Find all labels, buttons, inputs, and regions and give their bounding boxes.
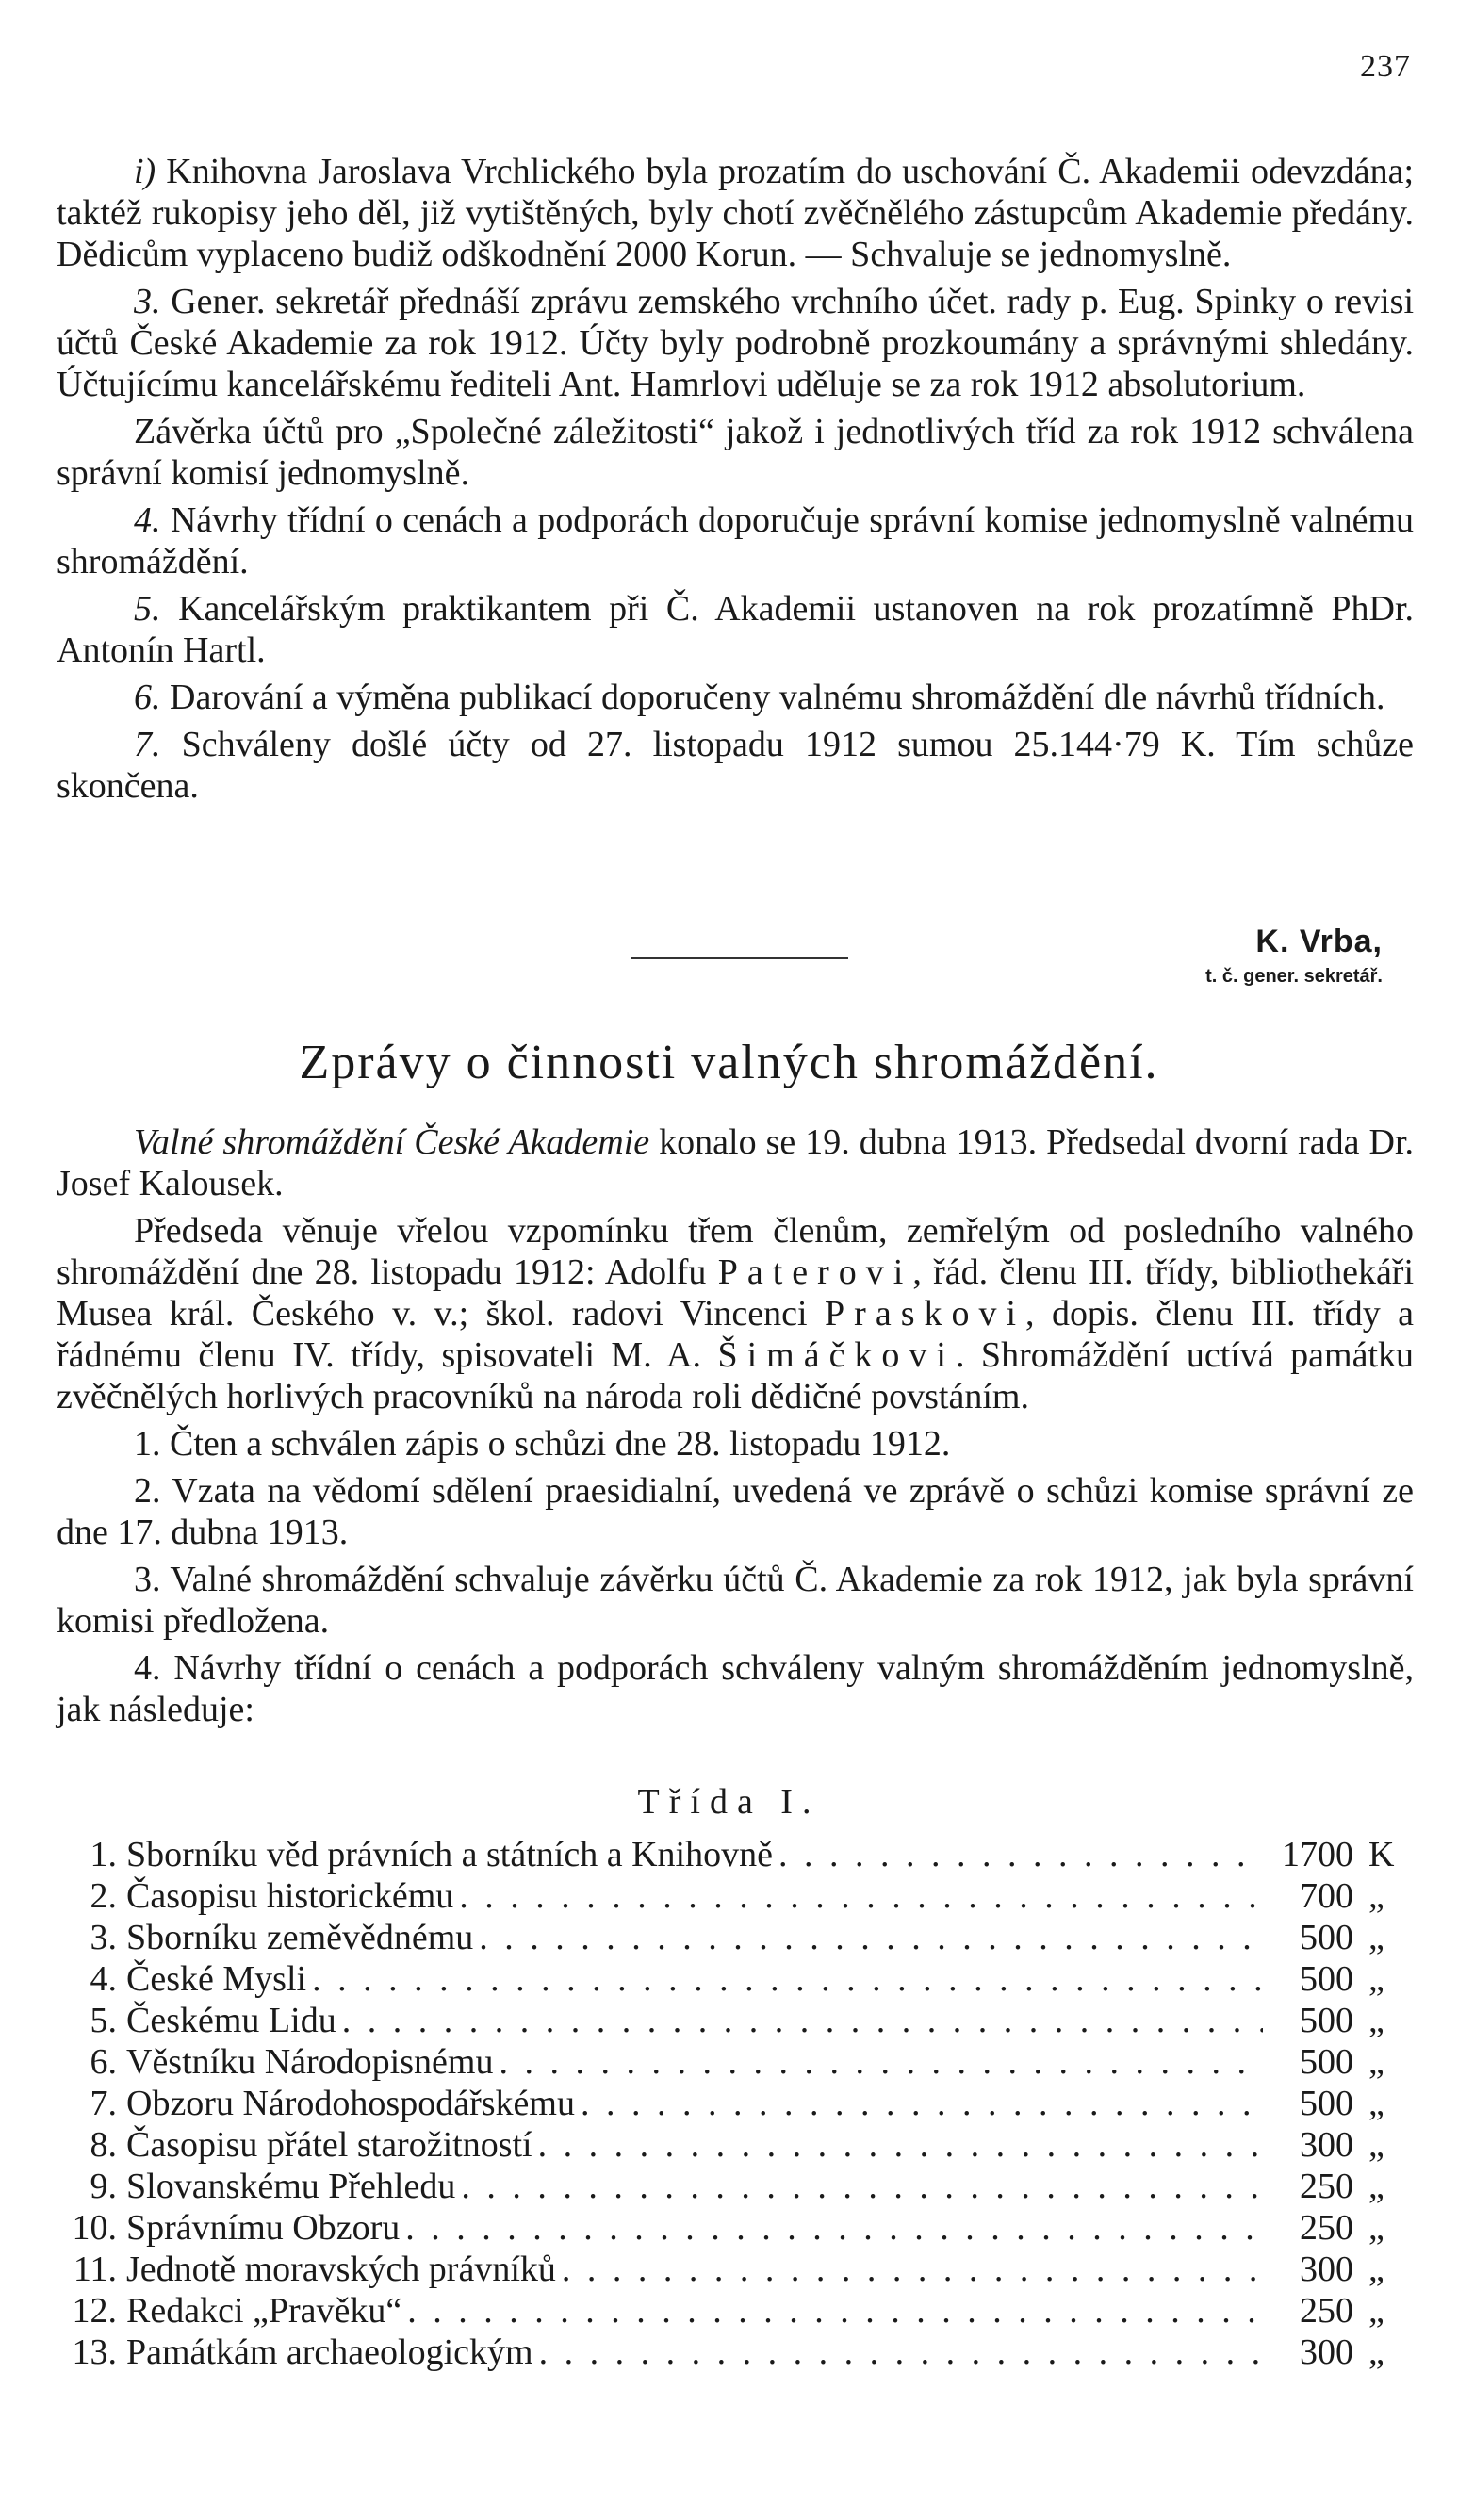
dot-leader bbox=[459, 1875, 1263, 1917]
award-amount: 300 bbox=[1300, 2250, 1353, 2289]
award-recipient: Časopisu historickému bbox=[126, 1876, 454, 1916]
award-number: 8. bbox=[90, 2125, 117, 2165]
memorial-text: Předseda věnuje vřelou vzpomínku třem členům, zemřelým od posledního valného shromáždění dne 28. listopadu 1912: Adolfu bbox=[57, 1211, 1414, 1292]
award-row bbox=[57, 2000, 1414, 2041]
award-unit: „ bbox=[1368, 2125, 1384, 2165]
paragraph-number: 7. bbox=[134, 725, 161, 764]
paragraph-closing-accounts bbox=[57, 411, 1414, 494]
award-amount: 1700 bbox=[1282, 1835, 1353, 1874]
paragraph-text: Kancelářským praktikantem při Č. Akademii ustanoven na rok prozatímně PhDr. Antonín Hartl. bbox=[57, 589, 1414, 670]
award-amount: 250 bbox=[1300, 2208, 1353, 2248]
award-number: 6. bbox=[90, 2042, 117, 2082]
section-title: Zprávy o činnosti valných shromáždění. bbox=[299, 1036, 1159, 1089]
award-unit: „ bbox=[1368, 2042, 1384, 2082]
award-recipient: Sborníku zeměvědnému bbox=[126, 1918, 474, 1957]
paragraph-number: 6. bbox=[134, 678, 161, 717]
dot-leader bbox=[407, 2290, 1263, 2332]
award-row bbox=[57, 2041, 1414, 2083]
award-unit: „ bbox=[1368, 2250, 1384, 2289]
award-amount: 300 bbox=[1300, 2125, 1353, 2165]
award-unit: „ bbox=[1368, 2208, 1384, 2248]
award-unit: „ bbox=[1368, 2084, 1384, 2123]
dot-leader bbox=[312, 1958, 1263, 2000]
award-number: 11. bbox=[73, 2250, 117, 2289]
award-number: 2. bbox=[90, 1876, 117, 1916]
award-row bbox=[57, 1834, 1414, 1875]
award-row bbox=[57, 2207, 1414, 2249]
second-section bbox=[57, 1121, 1414, 1736]
award-recipient: Jednotě moravských právníků bbox=[126, 2250, 556, 2289]
dot-leader bbox=[405, 2207, 1263, 2249]
item-text: Čten a schválen zápis o schůzi dne 28. listopadu 1912. bbox=[170, 1424, 951, 1464]
award-amount: 250 bbox=[1300, 2167, 1353, 2206]
award-unit: „ bbox=[1368, 2332, 1384, 2372]
award-amount: 700 bbox=[1300, 1876, 1353, 1916]
memorial-text: , řád. členu III. třídy, bibliothekáři Musea král. Českého v. v.; škol. radovi Vincenci bbox=[57, 1252, 1415, 1334]
top-section bbox=[57, 151, 1414, 812]
award-unit: „ bbox=[1368, 2001, 1384, 2040]
award-recipient: Redakci „Pravěku“ bbox=[126, 2291, 402, 2331]
paragraph-number: 4. bbox=[134, 500, 161, 540]
member-name: Šimáčkovi bbox=[717, 1335, 956, 1375]
award-recipient: Českému Lidu bbox=[126, 2001, 336, 2040]
award-list bbox=[57, 1834, 1414, 2373]
memorial-paragraph bbox=[57, 1210, 1414, 1417]
memorial-text: . Shromáždění uctívá památku zvěčnělých horlivých pracovníků na národa roli dědičné povstáním. bbox=[57, 1335, 1414, 1416]
award-row bbox=[57, 1958, 1414, 2000]
section-divider bbox=[631, 957, 848, 959]
award-unit: „ bbox=[1368, 1918, 1384, 1957]
award-recipient: Správnímu Obzoru bbox=[126, 2208, 401, 2248]
class-heading: Třída I. bbox=[637, 1782, 821, 1822]
award-row bbox=[57, 2166, 1414, 2207]
award-row bbox=[57, 1917, 1414, 1958]
award-recipient: Věstníku Národopisnému bbox=[126, 2042, 494, 2082]
dot-leader bbox=[539, 2332, 1263, 2373]
dot-leader bbox=[342, 2000, 1263, 2041]
award-recipient: Památkám archaeologickým bbox=[126, 2332, 533, 2372]
paragraph-i bbox=[57, 151, 1414, 275]
paragraph-text: Gener. sekretář přednáší zprávu zemského vrchního účet. rady p. Eug. Spinky o revisi účtů České Akademie za rok 1912. Účty byly podrobně prozkoumány a správnými shledány. Účtujícímu kancelářskému řediteli Ant. Hamrlovi uděluje se za rok 1912 absolutorium. bbox=[57, 282, 1415, 404]
award-amount: 500 bbox=[1300, 2001, 1353, 2040]
paragraph-number: i) bbox=[134, 152, 156, 191]
intro-rest: konalo se 19. dubna 1913. Předsedal dvorní rada Dr. Josef Kalousek. bbox=[57, 1122, 1415, 1203]
award-amount: 500 bbox=[1300, 1959, 1353, 1999]
award-row bbox=[57, 2083, 1414, 2124]
item-text: Valné shromáždění schvaluje závěrku účtů Č. Akademie za rok 1912, jak byla správní komisi předložena. bbox=[57, 1560, 1414, 1641]
award-row bbox=[57, 1875, 1414, 1917]
signature-role: t. č. gener. sekretář. bbox=[1205, 966, 1383, 987]
award-number: 9. bbox=[90, 2167, 117, 2206]
award-unit: „ bbox=[1368, 1876, 1384, 1916]
item-2 bbox=[57, 1470, 1414, 1553]
award-recipient: Obzoru Národohospodářskému bbox=[126, 2084, 575, 2123]
award-number: 5. bbox=[90, 2001, 117, 2040]
dot-leader bbox=[778, 1834, 1263, 1875]
item-3 bbox=[57, 1559, 1414, 1642]
item-4 bbox=[57, 1647, 1414, 1730]
item-number: 1. bbox=[134, 1424, 161, 1464]
paragraph-6 bbox=[57, 677, 1414, 718]
award-number: 12. bbox=[72, 2291, 117, 2331]
dot-leader bbox=[562, 2249, 1263, 2290]
award-number: 4. bbox=[90, 1959, 117, 1999]
award-amount: 500 bbox=[1300, 2084, 1353, 2123]
award-row bbox=[57, 2124, 1414, 2166]
member-name: Praskovi bbox=[825, 1294, 1026, 1334]
award-amount: 500 bbox=[1300, 2042, 1353, 2082]
signature bbox=[1205, 924, 1383, 988]
intro-italic: Valné shromáždění České Akademie bbox=[134, 1122, 650, 1162]
item-1 bbox=[57, 1423, 1414, 1465]
paragraph-7 bbox=[57, 724, 1414, 807]
item-number: 4. bbox=[134, 1648, 161, 1688]
award-recipient: České Mysli bbox=[126, 1959, 307, 1999]
memorial-text: , dopis. členu III. třídy a řádnému členu IV. třídy, spisovateli M. A. bbox=[57, 1294, 1414, 1375]
award-amount: 250 bbox=[1300, 2291, 1353, 2331]
dot-leader bbox=[499, 2041, 1263, 2083]
dot-leader bbox=[461, 2166, 1263, 2207]
item-number: 2. bbox=[134, 1471, 161, 1511]
page-number: 237 bbox=[1360, 49, 1411, 84]
award-unit: „ bbox=[1368, 2291, 1384, 2331]
award-recipient: Slovanskému Přehledu bbox=[126, 2167, 456, 2206]
award-number: 3. bbox=[90, 1918, 117, 1957]
signature-name: K. Vrba, bbox=[1255, 924, 1383, 959]
award-unit: „ bbox=[1368, 1959, 1384, 1999]
paragraph-4 bbox=[57, 499, 1414, 582]
award-number: 1. bbox=[90, 1835, 117, 1874]
paragraph-number: 5. bbox=[134, 589, 161, 629]
paragraph-number: 3. bbox=[134, 282, 161, 321]
item-text: Vzata na vědomí sdělení praesidialní, uvedená ve zprávě o schůzi komise správní ze dne 17. dubna 1913. bbox=[57, 1471, 1414, 1552]
item-number: 3. bbox=[134, 1560, 161, 1599]
award-unit: „ bbox=[1368, 2167, 1384, 2206]
award-number: 7. bbox=[90, 2084, 117, 2123]
paragraph-3 bbox=[57, 281, 1414, 405]
dot-leader bbox=[479, 1917, 1263, 1958]
award-number: 10. bbox=[72, 2208, 117, 2248]
paragraph-text: Darování a výměna publikací doporučeny valnému shromáždění dle návrhů třídních. bbox=[170, 678, 1385, 717]
paragraph-text: Knihovna Jaroslava Vrchlického byla prozatím do uschování Č. Akademii odevzdána; taktéž rukopisy jeho děl, již vytištěných, byly chotí zvěčnělého zástupcům Akademie předány. Dědicům vyplaceno budiž odškodnění 2000 Korun. — Schvaluje se jednomyslně. bbox=[57, 152, 1415, 274]
award-row bbox=[57, 2249, 1414, 2290]
dot-leader bbox=[581, 2083, 1263, 2124]
award-unit: K bbox=[1368, 1835, 1395, 1874]
award-number: 13. bbox=[72, 2332, 117, 2372]
dot-leader bbox=[538, 2124, 1263, 2166]
paragraph-text: Závěrka účtů pro „Společné záležitosti“ jakož i jednotlivých tříd za rok 1912 schválena správní komisí jednomyslně. bbox=[57, 412, 1414, 493]
intro-paragraph bbox=[57, 1121, 1414, 1204]
award-row bbox=[57, 2332, 1414, 2373]
paragraph-text: Návrhy třídní o cenách a podporách doporučuje správní komise jednomyslně valnému shromáždění. bbox=[57, 500, 1414, 581]
paragraph-text: Schváleny došlé účty od 27. listopadu 1912 sumou 25.144·79 K. Tím schůze skončena. bbox=[57, 725, 1414, 806]
award-amount: 500 bbox=[1300, 1918, 1353, 1957]
item-text: Návrhy třídní o cenách a podporách schváleny valným shromážděním jednomyslně, jak následuje: bbox=[57, 1648, 1415, 1729]
award-recipient: Sborníku věd právních a státních a Knihovně bbox=[126, 1835, 773, 1874]
paragraph-5 bbox=[57, 588, 1414, 671]
award-recipient: Časopisu přátel starožitností bbox=[126, 2125, 532, 2165]
award-amount: 300 bbox=[1300, 2332, 1353, 2372]
award-row bbox=[57, 2290, 1414, 2332]
member-name: Paterovi bbox=[717, 1252, 913, 1292]
